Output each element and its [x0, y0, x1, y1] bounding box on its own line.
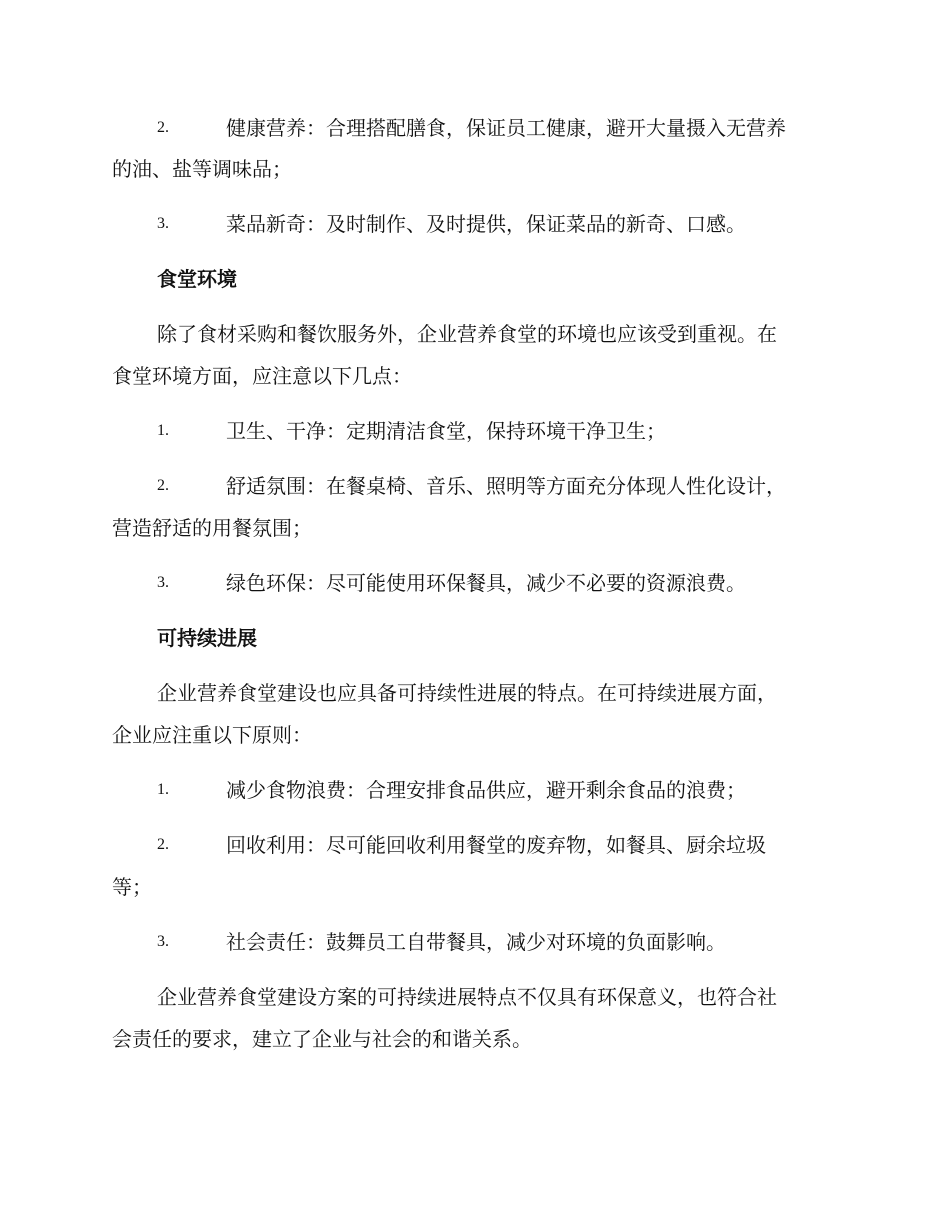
list-item-text: 菜品新奇：及时制作、及时提供，保证菜品的新奇、口感。	[226, 212, 746, 236]
list-number: 1.	[157, 781, 169, 798]
list-item-text: 社会责任：鼓舞员工自带餐具，减少对环境的负面影响。	[226, 930, 726, 954]
list-number: 3.	[157, 215, 169, 232]
list-number: 2.	[157, 477, 169, 494]
list-item-text: 等；	[112, 875, 152, 899]
list-number: 1.	[157, 422, 169, 439]
list-item-text: 营造舒适的用餐氛围；	[112, 516, 312, 540]
list-number: 2.	[157, 119, 169, 136]
section-heading-text: 食堂环境	[157, 267, 237, 291]
list-item-text: 减少食物浪费：合理安排食品供应，避开剩余食品的浪费；	[226, 778, 746, 802]
paragraph-text: 会责任的要求，建立了企业与社会的和谐关系。	[112, 1027, 532, 1051]
list-item-text: 回收利用：尽可能回收利用餐堂的废弃物，如餐具、厨余垃圾	[226, 833, 766, 857]
list-item-text: 绿色环保：尽可能使用环保餐具，减少不必要的资源浪费。	[226, 571, 746, 595]
paragraph-text: 企业应注重以下原则：	[112, 723, 312, 747]
list-item-text: 健康营养：合理搭配膳食，保证员工健康，避开大量摄入无营养	[226, 116, 786, 140]
paragraph-text: 食堂环境方面，应注意以下几点：	[112, 364, 412, 388]
list-item-text: 卫生、干净：定期清洁食堂，保持环境干净卫生；	[226, 419, 666, 443]
list-item-text: 舒适氛围：在餐桌椅、音乐、照明等方面充分体现人性化设计，	[226, 474, 786, 498]
section-heading-text: 可持续进展	[157, 626, 257, 650]
paragraph-text: 除了食材采购和餐饮服务外，企业营养食堂的环境也应该受到重视。在	[157, 322, 777, 346]
list-number: 3.	[157, 933, 169, 950]
list-number: 3.	[157, 574, 169, 591]
list-item-text: 的油、盐等调味品；	[112, 157, 292, 181]
list-number: 2.	[157, 836, 169, 853]
paragraph-text: 企业营养食堂建设方案的可持续进展特点不仅具有环保意义，也符合社	[157, 985, 777, 1009]
paragraph-text: 企业营养食堂建设也应具备可持续性进展的特点。在可持续进展方面，	[157, 681, 777, 705]
